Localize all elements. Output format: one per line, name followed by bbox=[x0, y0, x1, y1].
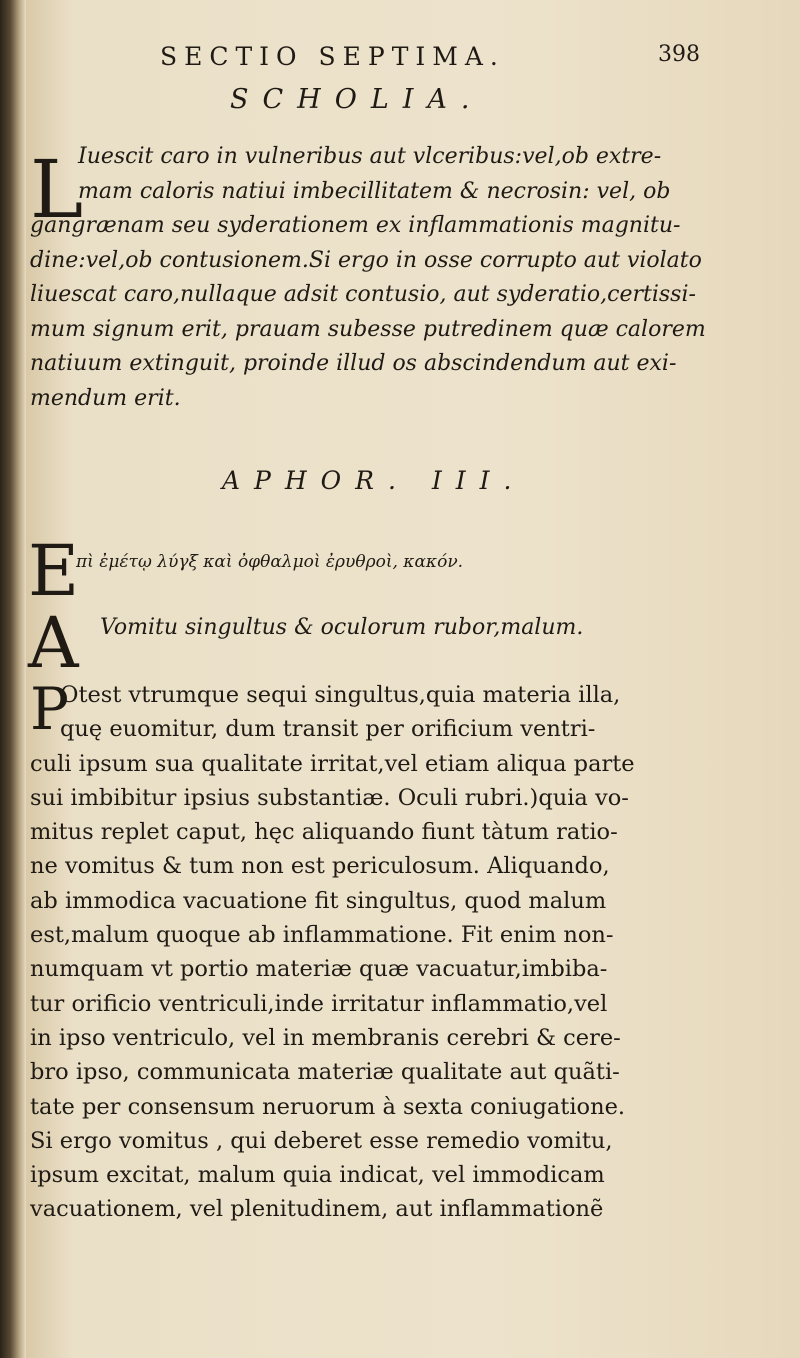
body-line: mitus replet caput, hęc aliquando fiunt tàtum ratio- bbox=[30, 819, 618, 846]
body-line: sui imbibitur ipsius substantiæ. Oculi rubri.)quia vo- bbox=[30, 784, 629, 811]
body-line: est,malum quoque ab inflammatione. Fit enim non- bbox=[30, 922, 614, 949]
scholia-line: mam caloris natiui imbecillitatem & necrosin: vel, ob bbox=[78, 178, 671, 204]
scholia-line: natiuum extinguit, proinde illud os abscindendum aut exi- bbox=[30, 351, 677, 376]
scholia-line: dine:vel,ob contusionem.Si ergo in osse corrupto aut violato bbox=[30, 247, 702, 273]
scholia-line: mum signum erit, prauam subesse putredinem quæ calorem bbox=[30, 316, 706, 342]
running-head bbox=[160, 42, 700, 82]
body-line: numquam vt portio materiæ quæ vacuatur,imbiba- bbox=[30, 956, 608, 983]
body-line: in ipso ventriculo, vel in membranis cerebri & cere- bbox=[30, 1024, 621, 1051]
drop-cap-P: P bbox=[30, 675, 70, 743]
body-line: ipsum excitat, malum quia indicat, vel immodicam bbox=[30, 1162, 605, 1189]
commentary-text bbox=[30, 675, 710, 1227]
greek-aphorism: πὶ ἐμέτῳ λύγξ καὶ ὀφθαλμοὶ ἐρυθροὶ, κακόν. bbox=[76, 552, 464, 572]
page-number: 398 bbox=[658, 42, 700, 67]
scholia-line: Iuescit caro in vulneribus aut vlceribus:vel,ob extre- bbox=[78, 144, 662, 169]
body-line: tate per consensum neruorum à sexta coniugatione. bbox=[30, 1093, 626, 1120]
body-line: ab immodica vacuatione fit singultus, quod malum bbox=[30, 887, 607, 914]
latin-aphorism: Vomitu singultus & oculorum rubor,malum. bbox=[100, 615, 584, 640]
book-gutter bbox=[0, 0, 26, 1358]
drop-cap-A: A bbox=[28, 602, 79, 684]
body-line: Si ergo vomitus , qui deberet esse remedio vomitu, bbox=[30, 1127, 613, 1154]
drop-cap-E: E bbox=[28, 530, 80, 612]
body-line: quę euomitur, dum transit per orificium ventri- bbox=[60, 716, 596, 743]
drop-cap-L: L bbox=[30, 143, 84, 236]
scholia-line: gangrænam seu syderationem ex inflammationis magnitu- bbox=[30, 213, 681, 238]
body-line: bro ipso, communicata materiæ qualitate aut quãti- bbox=[30, 1059, 620, 1086]
body-line: Otest vtrumque sequi singultus,quia materia illa, bbox=[60, 682, 621, 708]
scholia-text bbox=[30, 140, 720, 416]
aphorism-heading: APHOR. III. bbox=[222, 466, 526, 495]
scholia-heading: SCHOLIA. bbox=[230, 84, 484, 115]
body-line: ne vomitus & tum non est periculosum. Aliquando, bbox=[30, 853, 610, 880]
body-line: tur orificio ventriculi,inde irritatur inflammatio,vel bbox=[30, 990, 608, 1017]
body-line: culi ipsum sua qualitate irritat,vel etiam aliqua parte bbox=[30, 750, 635, 777]
body-line: vacuationem, vel plenitudinem, aut inflammationẽ bbox=[30, 1196, 604, 1223]
scholia-line: liuescat caro,nullaque adsit contusio, aut syderatio,certissi- bbox=[30, 282, 696, 307]
scholia-line: mendum erit. bbox=[30, 385, 181, 411]
section-title: SECTIO SEPTIMA. bbox=[160, 42, 505, 71]
